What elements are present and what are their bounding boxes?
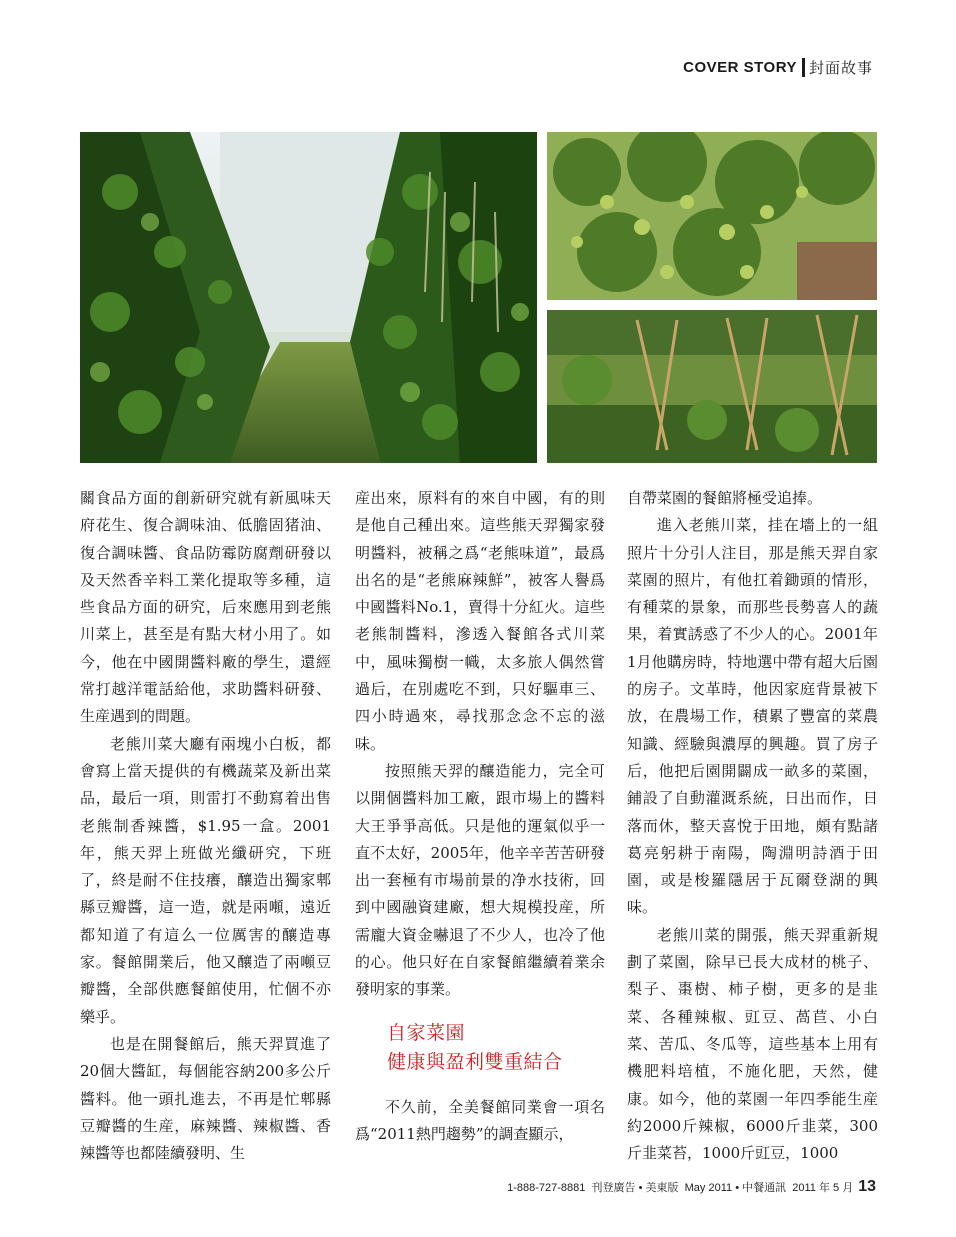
paragraph: 也是在開餐館后，熊天羿買進了20個大醬缸，每個能容納200多公斤醬料。他一頭扎進去，不再是忙郫縣豆瓣醬的生産，麻辣醬、辣椒醬、香辣醬等也都陸續發明、生 bbox=[80, 1034, 331, 1163]
subheading-line-1: 自家菜園 bbox=[387, 1021, 466, 1044]
paragraph: 老熊川菜大廳有兩塊小白板，都會寫上當天提供的有機蔬菜及新出菜品，最后一項，則雷打不動寫着出售老熊制香辣醬，$1.95一盒。2001年，熊天羿上班做光纖研究，下班了，終是耐不住技癢，釀造出獨家郫縣豆瓣醬，這一造，就是兩噸，遠近都知道了有這么一位厲害的釀造專家。餐館開業后，他又釀造了兩噸豆瓣醬，全部供應餐館使用，忙個不亦樂乎。 bbox=[80, 734, 331, 1026]
footer-edition: 美東版 bbox=[645, 1182, 679, 1194]
paragraph: 老熊川菜的開張，熊天羿重新規劃了菜園，除早已長大成材的桃子、梨子、棗樹、柿子樹，更多的是韭菜、各種辣椒、豇豆、萵苣、小白菜、苦瓜、冬瓜等，這些基本上用有機肥料培植，不施化肥，天然，健康。如今，他的菜園一年四季能生産約2000斤辣椒，6000斤韭菜，300斤韭菜苔，1000斤豇豆，1000 bbox=[627, 925, 878, 1163]
paragraph: 自帶菜園的餐館將極受追捧。 bbox=[627, 489, 823, 507]
section-header bbox=[683, 57, 873, 78]
paragraph: 按照熊天羿的釀造能力，完全可以開個醬料加工廠，跟市場上的醬料大王爭爭高低。只是他的運氣似乎一直不太好，2005年，他辛辛苦苦研發出一套極有市場前景的净水技術，回到中國融資建廠，想大規模投産，所需龐大資金嚇退了不少人，也冷了他的心。他只好在自家餐館繼續着業余發明家的事業。 bbox=[355, 761, 605, 999]
page-footer bbox=[507, 1178, 876, 1196]
footer-date-en: May 2011 bbox=[684, 1182, 733, 1194]
header-divider bbox=[802, 58, 805, 77]
text-column-2 bbox=[355, 485, 605, 1148]
paragraph: 産出來，原料有的來自中國，有的則是他自己種出來。這些熊天羿獨家發明醬料，被稱之爲“老熊味道”，最爲出名的是“老熊麻辣鮮”，被客人譽爲中國醬料No.1，賣得十分紅火。這些老熊制醬料，滲透入餐館各式川菜中，風味獨樹一幟，太多旅人偶然嘗過后，在別處吃不到，只好驅車三、四小時過來，尋找那念念不忘的滋味。 bbox=[355, 489, 605, 753]
subheading bbox=[387, 1019, 605, 1077]
footer-separator: • bbox=[638, 1182, 643, 1194]
text-column-1 bbox=[80, 485, 331, 1167]
text-column-3 bbox=[627, 485, 878, 1167]
subheading-line-2: 健康與盈利雙重結合 bbox=[387, 1050, 563, 1073]
section-label-zh: 封面故事 bbox=[808, 60, 873, 77]
footer-phone: 1-888-727-8881 bbox=[507, 1182, 586, 1194]
section-label-en: COVER STORY bbox=[683, 59, 797, 76]
footer-date-zh: 2011 年 5 月 bbox=[792, 1182, 854, 1194]
photo-fruit-tree bbox=[547, 132, 877, 300]
photo-vegetable-garden bbox=[547, 310, 877, 463]
page-number: 13 bbox=[858, 1178, 876, 1195]
footer-magazine: 中餐通訊 bbox=[742, 1182, 787, 1194]
footer-ad: 刊登廣告 bbox=[591, 1182, 636, 1194]
paragraph: 不久前，全美餐館同業會一項名爲“2011熱門趨勢”的調查顯示， bbox=[355, 1097, 605, 1143]
paragraph: 關食品方面的創新研究就有新風味天府花生、復合調味油、低膽固猪油、復合調味醬、食品防霉防腐劑研發以及天然香辛料工業化提取等多種，這些食品方面的研究，后來應用到老熊川菜上，甚至是有點大材小用了。如今，他在中國開醬料廠的學生，還經常打越洋電話給他，求助醬料研發、生産遇到的問題。 bbox=[80, 489, 331, 726]
footer-separator: • bbox=[735, 1182, 740, 1194]
photo-bean-trellis bbox=[80, 132, 537, 463]
paragraph: 進入老熊川菜，挂在墻上的一組照片十分引人注目，那是熊天羿自家菜園的照片，有他扛着鋤頭的情形，有種菜的景象，而那些長勢喜人的蔬果，着實誘惑了不少人的心。2001年1月他購房時，特地選中帶有超大后園的房子。文革時，他因家庭背景被下放，在農場工作，積累了豐富的菜農知識、經驗與濃厚的興趣。買了房子后，他把后園開闢成一畝多的菜園，鋪設了自動灌溉系統，日出而作，日落而休，整天喜悅于田地，頗有點諸葛亮躬耕于南陽，陶淵明詩酒于田園，或是梭羅隱居于瓦爾登湖的興味。 bbox=[627, 516, 878, 917]
